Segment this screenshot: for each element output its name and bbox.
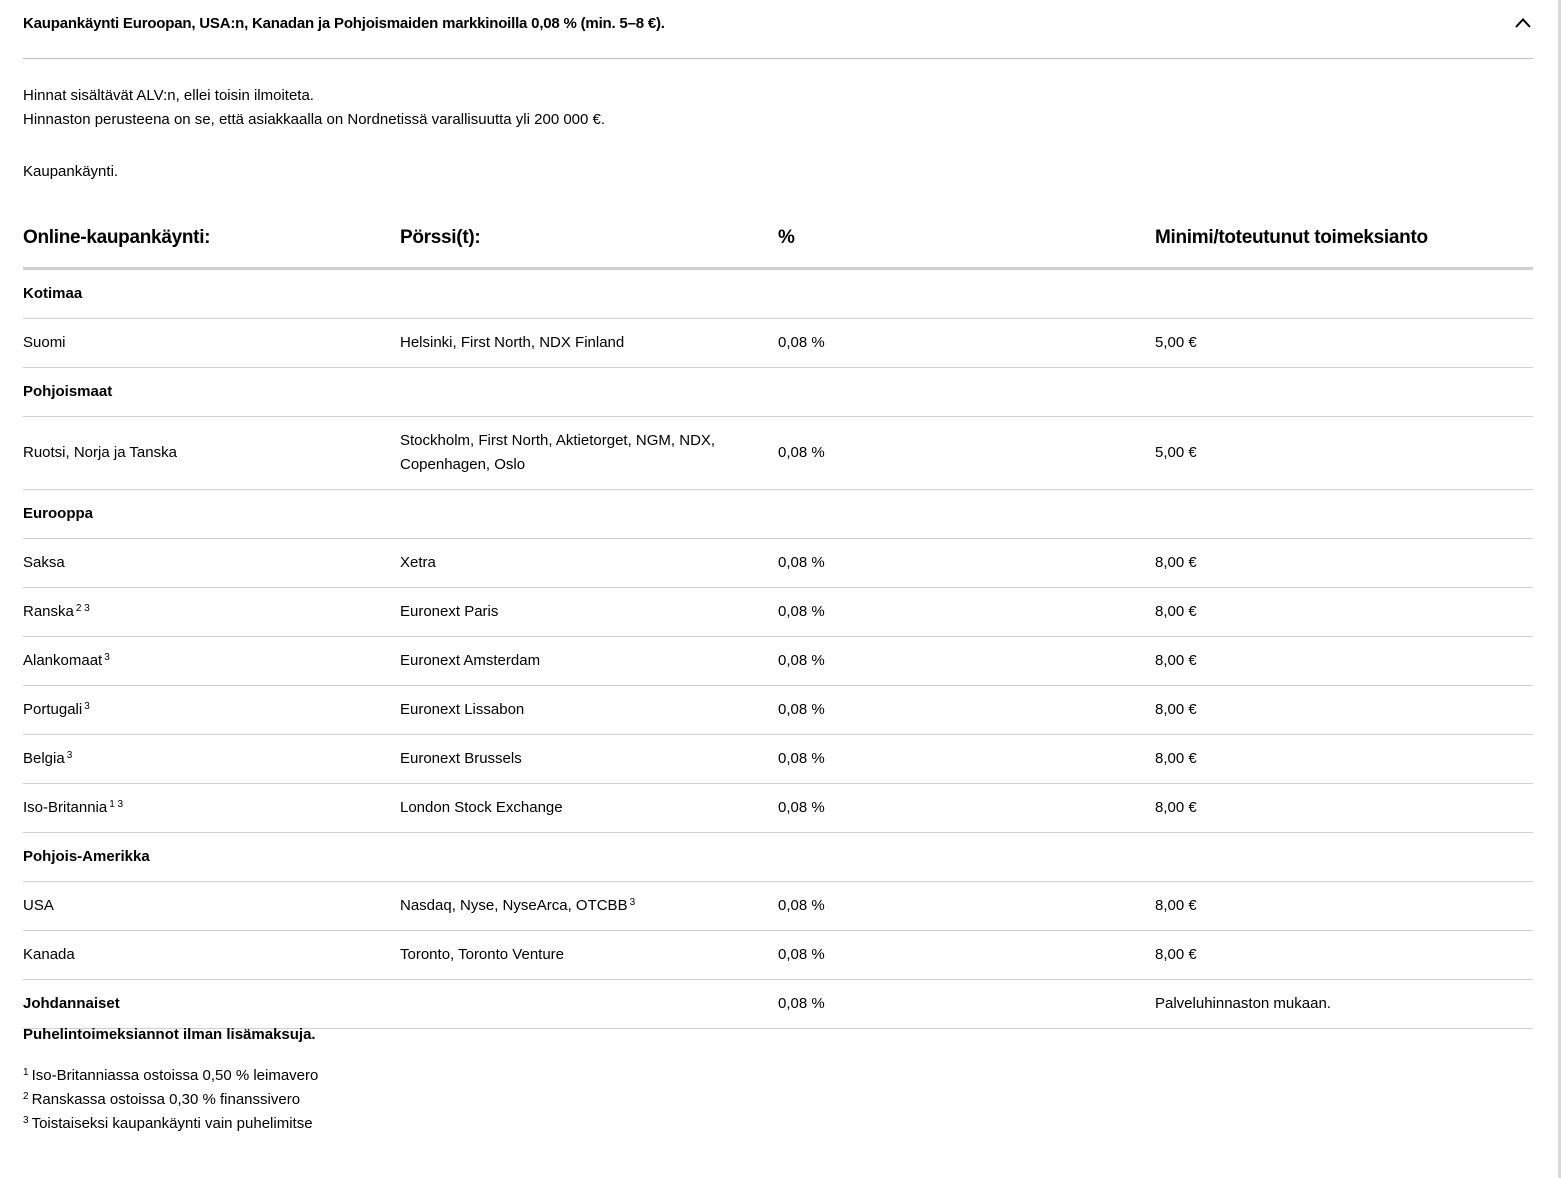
footnote-text: Iso-Britanniassa ostoissa 0,50 % leimavero: [31, 1067, 319, 1084]
market-cell-text: Kanada: [23, 946, 75, 963]
minimum-cell: [1155, 539, 1533, 588]
minimum-cell-text: 8,00 €: [1155, 946, 1197, 963]
market-cell-text: USA: [23, 897, 54, 914]
percent-cell: [778, 882, 1155, 931]
exchanges-cell: [400, 931, 778, 980]
accordion-header[interactable]: [23, 0, 1533, 59]
phone-note: Puhelintoimeksiannot ilman lisämaksuja.: [23, 1026, 316, 1043]
exchanges-cell-text: Nasdaq, Nyse, NyseArca, OTCBB: [400, 897, 628, 914]
footnote: [23, 1112, 318, 1136]
group-row: [23, 368, 1533, 417]
market-cell-text: Ruotsi, Norja ja Tanska: [23, 444, 177, 461]
minimum-cell: [1155, 784, 1533, 833]
table-row: [23, 784, 1533, 833]
exchanges-cell-text: Euronext Lissabon: [400, 701, 525, 718]
exchanges-cell: [400, 319, 778, 368]
percent-cell: [778, 637, 1155, 686]
exchanges-cell-text: Euronext Amsterdam: [400, 652, 541, 669]
footnote: [23, 1088, 318, 1112]
exchanges-cell-text: Xetra: [400, 554, 436, 571]
exchanges-cell: [400, 735, 778, 784]
minimum-cell-text: 5,00 €: [1155, 334, 1197, 351]
footnote-ref: 3: [84, 701, 90, 712]
chevron-up-icon[interactable]: [1513, 13, 1533, 33]
exchanges-cell: [400, 784, 778, 833]
group-title: Pohjois-Amerikka: [23, 833, 1533, 882]
group-row: [23, 490, 1533, 539]
derivatives-title: Johdannaiset: [23, 980, 400, 1029]
percent-cell-text: 0,08 %: [778, 603, 825, 620]
minimum-cell: [1155, 417, 1533, 490]
market-cell-text: Iso-Britannia: [23, 799, 108, 816]
market-cell: [23, 686, 400, 735]
vat-note: Hinnat sisältävät ALV:n, ellei toisin ilmoiteta.: [23, 87, 314, 104]
percent-cell-text: 0,08 %: [778, 554, 825, 571]
footnote-ref: 2 3: [75, 603, 90, 614]
market-cell: [23, 637, 400, 686]
market-cell-text: Alankomaat: [23, 652, 103, 669]
percent-cell-text: 0,08 %: [778, 897, 825, 914]
exchanges-cell: [400, 882, 778, 931]
market-cell-text: Belgia: [23, 750, 65, 767]
footnote-ref: 3: [629, 897, 636, 908]
percent-cell: [778, 686, 1155, 735]
group-row: [23, 269, 1533, 319]
percent-cell-text: 0,08 %: [778, 946, 825, 963]
minimum-cell: [1155, 319, 1533, 368]
group-row: [23, 833, 1533, 882]
group-title: Eurooppa: [23, 490, 1533, 539]
minimum-cell-text: 8,00 €: [1155, 799, 1197, 816]
minimum-cell-text: 8,00 €: [1155, 652, 1197, 669]
percent-cell: [778, 588, 1155, 637]
percent-cell-text: 0,08 %: [778, 334, 825, 351]
minimum-cell-text: 8,00 €: [1155, 603, 1197, 620]
fee-table-body: [23, 269, 1533, 1029]
minimum-cell-text: 8,00 €: [1155, 897, 1197, 914]
intro-text: [23, 84, 605, 132]
accordion-title: Kaupankäynti Euroopan, USA:n, Kanadan ja Pohjoismaiden markkinoilla 0,08 % (min. 5–8 €).: [23, 15, 665, 32]
market-cell-text: Suomi: [23, 334, 66, 351]
percent-cell: [778, 319, 1155, 368]
exchanges-cell: [400, 417, 778, 490]
exchanges-cell: [400, 539, 778, 588]
derivatives-exchanges: [400, 980, 778, 1029]
footnote-text: Toistaiseksi kaupankäynti vain puhelimitse: [31, 1115, 313, 1132]
header-online-trading: Online-kaupankäynti:: [23, 208, 400, 269]
minimum-cell: [1155, 588, 1533, 637]
table-row: [23, 735, 1533, 784]
table-row: [23, 882, 1533, 931]
table-row: [23, 539, 1533, 588]
exchanges-cell: [400, 686, 778, 735]
minimum-cell: [1155, 637, 1533, 686]
minimum-cell: [1155, 882, 1533, 931]
minimum-cell: [1155, 735, 1533, 784]
table-row: [23, 417, 1533, 490]
table-row: [23, 637, 1533, 686]
market-cell: [23, 735, 400, 784]
percent-cell: [778, 931, 1155, 980]
percent-cell-text: 0,08 %: [778, 444, 825, 461]
wealth-note: Hinnaston perusteena on se, että asiakkaalla on Nordnetissä varallisuutta yli 200 000 €.: [23, 111, 606, 128]
exchanges-cell: [400, 588, 778, 637]
exchanges-cell-text: Toronto, Toronto Venture: [400, 946, 565, 963]
derivatives-row: [23, 980, 1533, 1029]
percent-cell: [778, 417, 1155, 490]
header-exchanges: Pörssi(t):: [400, 208, 778, 269]
market-cell-text: Ranska: [23, 603, 74, 620]
exchanges-cell-text: Helsinki, First North, NDX Finland: [400, 334, 625, 351]
footnote-ref: 3: [104, 652, 110, 663]
exchanges-cell: [400, 637, 778, 686]
market-cell: [23, 417, 400, 490]
percent-cell-text: 0,08 %: [778, 799, 825, 816]
footnote: [23, 1064, 318, 1088]
group-title: Kotimaa: [23, 269, 1533, 319]
market-cell: [23, 539, 400, 588]
trading-label: Kaupankäynti.: [23, 163, 119, 180]
footnote-text: Ranskassa ostoissa 0,30 % finanssivero: [31, 1091, 301, 1108]
market-cell-text: Portugali: [23, 701, 83, 718]
footnote-ref: 3: [66, 750, 73, 761]
derivatives-minimum: Palveluhinnaston mukaan.: [1155, 980, 1533, 1029]
table-header-row: [23, 208, 1533, 269]
exchanges-cell-text: London Stock Exchange: [400, 799, 563, 816]
percent-cell-text: 0,08 %: [778, 750, 825, 767]
minimum-cell-text: 8,00 €: [1155, 701, 1197, 718]
percent-cell: [778, 735, 1155, 784]
minimum-cell: [1155, 931, 1533, 980]
table-row: [23, 686, 1533, 735]
footnotes: [23, 1064, 318, 1136]
percent-cell: [778, 784, 1155, 833]
table-row: [23, 319, 1533, 368]
exchanges-cell-text: Euronext Brussels: [400, 750, 522, 767]
market-cell: [23, 931, 400, 980]
derivatives-percent: 0,08 %: [778, 980, 1155, 1029]
fee-table: [23, 208, 1533, 1029]
market-cell: [23, 588, 400, 637]
percent-cell: [778, 539, 1155, 588]
minimum-cell: [1155, 686, 1533, 735]
minimum-cell-text: 8,00 €: [1155, 750, 1197, 767]
exchanges-cell-text: Stockholm, First North, Aktietorget, NGM, NDX, Copenhagen, Oslo: [400, 432, 716, 473]
market-cell: [23, 784, 400, 833]
market-cell-text: Saksa: [23, 554, 65, 571]
table-row: [23, 588, 1533, 637]
group-title: Pohjoismaat: [23, 368, 1533, 417]
table-row: [23, 931, 1533, 980]
market-cell: [23, 319, 400, 368]
minimum-cell-text: 8,00 €: [1155, 554, 1197, 571]
footnote-number: 1: [23, 1067, 29, 1078]
footnote-number: 3: [23, 1115, 29, 1126]
footnote-number: 2: [23, 1091, 29, 1102]
footnote-ref: 1 3: [109, 799, 124, 810]
minimum-cell-text: 5,00 €: [1155, 444, 1197, 461]
market-cell: [23, 882, 400, 931]
header-percent: %: [778, 208, 1155, 269]
percent-cell-text: 0,08 %: [778, 652, 825, 669]
header-minimum: Minimi/toteutunut toimeksianto: [1155, 208, 1533, 269]
exchanges-cell-text: Euronext Paris: [400, 603, 499, 620]
percent-cell-text: 0,08 %: [778, 701, 825, 718]
